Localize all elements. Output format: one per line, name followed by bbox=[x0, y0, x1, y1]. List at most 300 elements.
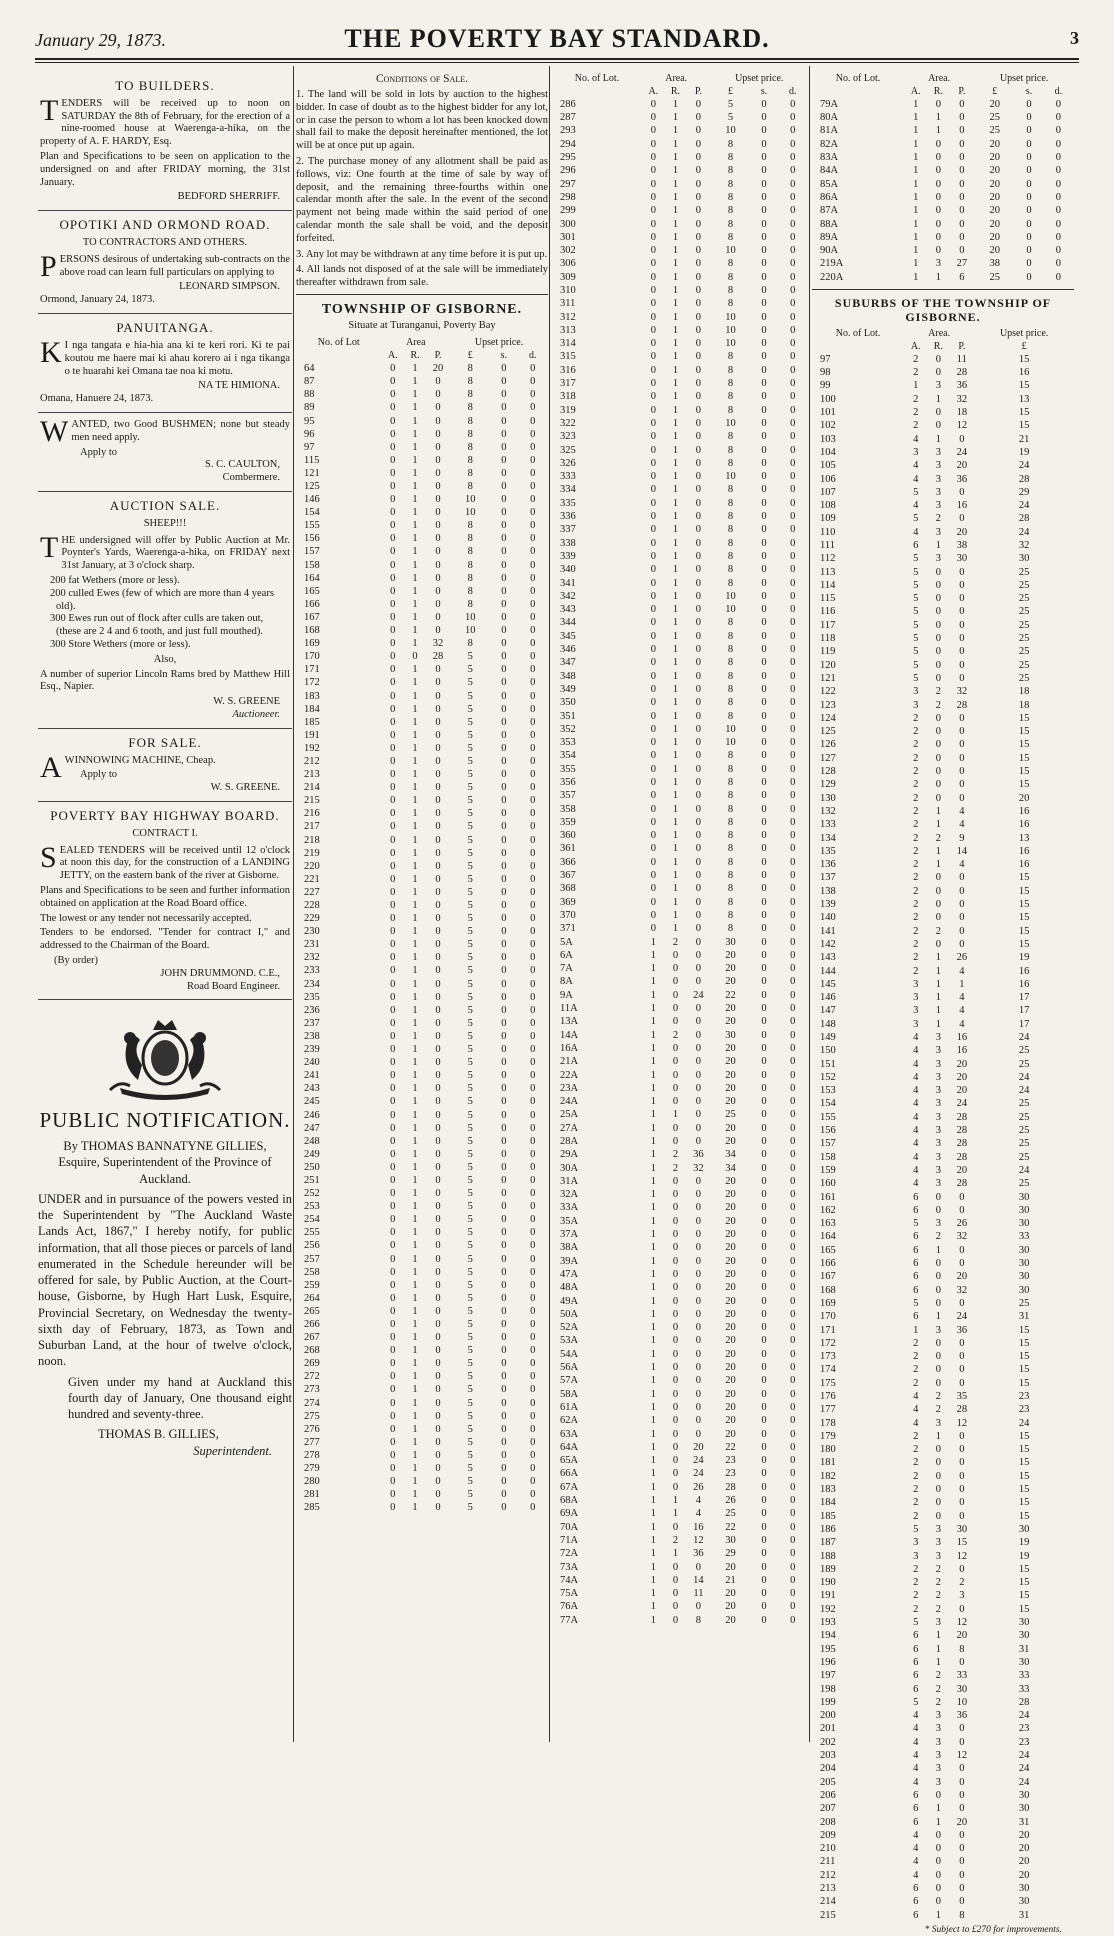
table-cell: 0 bbox=[935, 152, 941, 164]
table-cell: 20 bbox=[989, 205, 1000, 217]
table-cell: 0 bbox=[935, 1364, 941, 1376]
table-cell: 0 bbox=[695, 364, 702, 376]
lot-number: 221 bbox=[304, 873, 320, 885]
table-cell: 4 bbox=[913, 1071, 919, 1083]
table-cell: 2 bbox=[913, 1457, 919, 1469]
table-cell: 0 bbox=[1055, 165, 1062, 177]
table-row bbox=[812, 271, 1074, 284]
table-cell: 0 bbox=[501, 1135, 507, 1147]
lot-number: 171 bbox=[304, 664, 320, 676]
table-row bbox=[296, 1437, 548, 1450]
table-cell: 5 bbox=[913, 646, 919, 658]
lot-number: 310 bbox=[560, 285, 576, 296]
table-cell: 1 bbox=[935, 1630, 941, 1642]
township-lots-table bbox=[296, 337, 548, 1515]
table-row bbox=[812, 806, 1074, 819]
table-cell: 0 bbox=[530, 507, 536, 519]
table-cell: 3 bbox=[935, 1523, 941, 1535]
lot-number: 83A bbox=[820, 152, 839, 164]
table-cell: 32 bbox=[1018, 540, 1030, 551]
table-cell: 0 bbox=[1055, 218, 1062, 230]
table-cell: 5 bbox=[467, 1345, 473, 1357]
column-divider bbox=[293, 66, 294, 1742]
table-cell: 0 bbox=[650, 710, 656, 722]
table-row bbox=[552, 298, 808, 311]
table-cell: 0 bbox=[695, 524, 702, 536]
table-cell: 1 bbox=[650, 1003, 656, 1015]
table-row bbox=[812, 1670, 1074, 1683]
table-cell: 17 bbox=[1018, 992, 1030, 1004]
table-cell: 1 bbox=[412, 886, 418, 898]
table-cell: 5 bbox=[467, 860, 473, 872]
table-cell: 0 bbox=[390, 415, 396, 427]
table-cell: 5 bbox=[467, 1148, 473, 1160]
table-cell: 2 bbox=[913, 1351, 919, 1363]
lot-number: 176 bbox=[820, 1391, 836, 1402]
table-cell: 25 bbox=[725, 1508, 736, 1520]
table-cell: 0 bbox=[501, 834, 507, 846]
lot-number: 50A bbox=[560, 1308, 579, 1320]
lot-number: 257 bbox=[304, 1253, 320, 1265]
table-cell: 0 bbox=[672, 1255, 679, 1267]
table-cell: 5 bbox=[467, 1384, 473, 1396]
table-cell: 20 bbox=[1018, 1829, 1030, 1841]
table-cell: 0 bbox=[761, 737, 767, 749]
table-row bbox=[552, 737, 808, 750]
table-cell: 8 bbox=[467, 481, 473, 493]
table-cell: 20 bbox=[956, 1816, 968, 1828]
table-cell: 8 bbox=[727, 830, 734, 842]
table-cell: 5 bbox=[913, 619, 919, 631]
lot-number: 315 bbox=[560, 351, 576, 363]
table-cell: 0 bbox=[761, 1362, 767, 1374]
table-cell: 0 bbox=[790, 1189, 796, 1201]
table-cell: 2 bbox=[672, 1029, 679, 1041]
table-cell: 0 bbox=[390, 1371, 396, 1383]
notice-heading: PUBLIC NOTIFICATION. bbox=[39, 1108, 291, 1133]
table-cell: 2 bbox=[913, 1337, 919, 1349]
table-cell: 0 bbox=[935, 659, 941, 671]
header-a: A. bbox=[648, 85, 659, 97]
table-cell: 1 bbox=[672, 790, 679, 802]
table-cell: 0 bbox=[501, 651, 507, 663]
table-cell: 0 bbox=[530, 598, 536, 610]
table-cell: 0 bbox=[501, 389, 507, 401]
table-cell: 2 bbox=[913, 739, 919, 751]
table-row bbox=[812, 447, 1074, 460]
table-cell: 0 bbox=[761, 404, 767, 416]
table-cell: 0 bbox=[695, 298, 702, 310]
table-cell: 0 bbox=[650, 776, 656, 788]
table-row bbox=[296, 1227, 548, 1240]
table-row bbox=[812, 885, 1074, 898]
lot-number: 342 bbox=[560, 590, 576, 602]
table-cell: 1 bbox=[650, 949, 656, 961]
table-row bbox=[296, 887, 548, 900]
table-cell: 12 bbox=[693, 1534, 704, 1546]
lot-number: 121 bbox=[820, 672, 836, 684]
table-row bbox=[552, 644, 808, 657]
table-cell: 0 bbox=[435, 402, 441, 414]
table-cell: 0 bbox=[650, 883, 656, 895]
lot-number: 74A bbox=[560, 1574, 579, 1586]
table-cell: 0 bbox=[501, 598, 507, 610]
table-cell: 2 bbox=[913, 1470, 919, 1482]
table-cell: 3 bbox=[935, 1736, 941, 1748]
table-cell: 24 bbox=[1018, 1710, 1030, 1722]
table-row bbox=[552, 484, 808, 497]
table-cell: 4 bbox=[959, 1018, 965, 1030]
table-row bbox=[812, 380, 1074, 393]
table-cell: 23 bbox=[1018, 1404, 1030, 1416]
table-cell: 0 bbox=[501, 1253, 507, 1265]
lot-number: 298 bbox=[560, 191, 576, 203]
table-cell: 0 bbox=[761, 298, 767, 310]
table-cell: 8 bbox=[467, 363, 473, 375]
table-cell: 0 bbox=[790, 457, 796, 469]
table-cell: 5 bbox=[467, 1174, 473, 1186]
lot-number: 119 bbox=[820, 646, 836, 658]
table-cell: 0 bbox=[435, 389, 441, 401]
table-cell: 0 bbox=[695, 98, 702, 110]
table-row bbox=[812, 1484, 1074, 1497]
table-cell: 0 bbox=[761, 271, 767, 283]
table-cell: 15 bbox=[1018, 899, 1030, 911]
table-cell: 1 bbox=[412, 1476, 418, 1488]
table-cell: 0 bbox=[390, 1332, 396, 1344]
table-cell: 8 bbox=[467, 441, 473, 453]
table-cell: 8 bbox=[467, 533, 473, 545]
lot-number: 214 bbox=[820, 1896, 836, 1908]
table-cell: 0 bbox=[501, 1044, 507, 1056]
table-cell: 2 bbox=[913, 885, 919, 897]
lot-number: 157 bbox=[820, 1138, 836, 1150]
ad-dateline: Omana, Hanuere 24, 1873. bbox=[40, 393, 154, 405]
table-cell: 0 bbox=[672, 989, 679, 1001]
table-cell: 3 bbox=[935, 1723, 941, 1735]
table-cell: 0 bbox=[761, 1229, 767, 1241]
table-cell: 0 bbox=[390, 651, 396, 663]
table-cell: 8 bbox=[727, 165, 734, 177]
table-cell: 0 bbox=[435, 1083, 441, 1095]
table-cell: 0 bbox=[501, 926, 507, 938]
table-cell: 32 bbox=[956, 393, 968, 405]
table-cell: 0 bbox=[501, 1161, 507, 1173]
table-row bbox=[296, 1149, 548, 1162]
lot-number: 158 bbox=[820, 1151, 836, 1163]
table-cell: 0 bbox=[790, 1229, 796, 1241]
table-cell: 0 bbox=[935, 1856, 941, 1868]
table-cell: 1 bbox=[650, 1029, 656, 1041]
table-cell: 6 bbox=[913, 1643, 919, 1655]
table-cell: 6 bbox=[913, 1909, 919, 1921]
table-cell: 1 bbox=[412, 559, 418, 571]
table-cell: 0 bbox=[390, 1017, 396, 1029]
table-cell: 0 bbox=[435, 900, 441, 912]
table-cell: 1 bbox=[412, 376, 418, 388]
table-cell: 0 bbox=[1026, 125, 1032, 137]
lot-number: 160 bbox=[820, 1178, 836, 1190]
table-cell: 0 bbox=[390, 520, 396, 532]
table-row bbox=[296, 1136, 548, 1149]
table-row bbox=[812, 354, 1074, 367]
table-cell: 0 bbox=[650, 351, 656, 363]
auction-items bbox=[40, 575, 290, 652]
table-cell: 0 bbox=[530, 755, 536, 767]
table-row bbox=[296, 638, 548, 651]
header-s: s. bbox=[500, 350, 508, 362]
table-cell: 28 bbox=[1018, 1696, 1030, 1708]
table-cell: 0 bbox=[435, 1174, 441, 1186]
lot-number: 313 bbox=[560, 324, 576, 336]
table-cell: 1 bbox=[412, 441, 418, 453]
table-cell: 0 bbox=[761, 484, 767, 496]
table-cell: 5 bbox=[467, 1410, 473, 1422]
lot-number: 366 bbox=[560, 856, 576, 868]
table-cell: 0 bbox=[501, 1332, 507, 1344]
table-cell: 25 bbox=[1018, 606, 1030, 618]
table-cell: 5 bbox=[467, 1070, 473, 1082]
table-cell: 3 bbox=[935, 258, 941, 270]
table-cell: 0 bbox=[390, 546, 396, 558]
table-cell: 0 bbox=[935, 1869, 941, 1881]
table-cell: 17 bbox=[1018, 1005, 1030, 1017]
table-cell: 0 bbox=[650, 803, 656, 815]
table-cell: 0 bbox=[1055, 245, 1062, 257]
table-row bbox=[552, 165, 808, 178]
table-cell: 0 bbox=[695, 138, 702, 150]
lot-number: 355 bbox=[560, 763, 576, 775]
ad-signature: BEDFORD SHERRIFF. bbox=[177, 191, 280, 203]
ad-dateline: Ormond, January 24, 1873. bbox=[40, 294, 155, 306]
lot-number: 81A bbox=[820, 125, 839, 137]
lot-number: 219 bbox=[304, 847, 320, 859]
table-cell: 0 bbox=[959, 98, 965, 110]
table-cell: 0 bbox=[530, 467, 536, 479]
table-cell: 1 bbox=[412, 454, 418, 466]
table-cell: 0 bbox=[790, 125, 796, 137]
table-cell: 0 bbox=[650, 311, 656, 323]
lot-number: 197 bbox=[820, 1670, 836, 1682]
lot-number: 236 bbox=[304, 1004, 320, 1016]
table-cell: 0 bbox=[790, 1255, 796, 1267]
table-cell: 0 bbox=[390, 1449, 396, 1461]
table-cell: 0 bbox=[501, 585, 507, 597]
table-cell: 4 bbox=[913, 1391, 919, 1402]
table-cell: 20 bbox=[725, 1308, 736, 1320]
table-row bbox=[812, 1218, 1074, 1231]
table-row bbox=[552, 790, 808, 803]
table-cell: 8 bbox=[467, 415, 473, 427]
table-cell: 1 bbox=[672, 883, 679, 895]
table-cell: 0 bbox=[790, 896, 796, 908]
table-cell: 0 bbox=[790, 364, 796, 376]
table-cell: 2 bbox=[935, 832, 941, 844]
table-cell: 1 bbox=[412, 834, 418, 846]
table-cell: 0 bbox=[501, 1502, 507, 1514]
lot-number: 61A bbox=[560, 1401, 579, 1413]
table-cell: 1 bbox=[412, 782, 418, 794]
table-cell: 0 bbox=[790, 1029, 796, 1041]
table-row bbox=[296, 952, 548, 965]
lot-number: 185 bbox=[304, 716, 320, 728]
table-row bbox=[812, 859, 1074, 872]
table-row bbox=[552, 870, 808, 883]
table-cell: 0 bbox=[501, 664, 507, 676]
header-pound: £ bbox=[1021, 340, 1027, 352]
table-cell: 0 bbox=[650, 896, 656, 908]
table-cell: 1 bbox=[412, 1240, 418, 1252]
table-cell: 0 bbox=[390, 481, 396, 493]
table-cell: 0 bbox=[695, 670, 702, 682]
lot-number: 171 bbox=[820, 1324, 836, 1336]
table-row bbox=[812, 1896, 1074, 1909]
table-cell: 0 bbox=[530, 913, 536, 925]
table-cell: 0 bbox=[530, 494, 536, 506]
table-cell: 0 bbox=[530, 1489, 536, 1501]
table-cell: 0 bbox=[959, 178, 965, 190]
lot-number: 235 bbox=[304, 991, 320, 1003]
table-cell: 0 bbox=[390, 847, 396, 859]
table-cell: 0 bbox=[435, 376, 441, 388]
table-cell: 10 bbox=[725, 245, 736, 257]
table-row bbox=[812, 1577, 1074, 1590]
table-cell: 0 bbox=[959, 1563, 965, 1575]
table-cell: 0 bbox=[695, 1016, 702, 1028]
table-cell: 0 bbox=[935, 938, 941, 950]
table-cell: 10 bbox=[725, 338, 736, 350]
table-cell: 4 bbox=[913, 1058, 919, 1070]
table-cell: 0 bbox=[761, 1588, 767, 1600]
table-cell: 1 bbox=[672, 856, 679, 868]
table-cell: 0 bbox=[1026, 152, 1032, 164]
table-cell: 0 bbox=[695, 697, 702, 709]
table-cell: 0 bbox=[790, 1362, 796, 1374]
table-cell: 3 bbox=[935, 1324, 941, 1336]
table-cell: 20 bbox=[989, 138, 1000, 150]
table-cell: 0 bbox=[761, 1428, 767, 1440]
table-cell: 0 bbox=[761, 644, 767, 656]
table-cell: 0 bbox=[650, 218, 656, 230]
table-cell: 1 bbox=[672, 803, 679, 815]
table-row bbox=[812, 1178, 1074, 1191]
lot-number: 76A bbox=[560, 1601, 579, 1613]
table-cell: 8 bbox=[727, 457, 734, 469]
table-row bbox=[296, 481, 548, 494]
table-row bbox=[296, 376, 548, 389]
table-cell: 15 bbox=[1018, 712, 1030, 724]
table-cell: 4 bbox=[959, 859, 965, 871]
table-cell: 0 bbox=[530, 1148, 536, 1160]
table-cell: 0 bbox=[790, 1003, 796, 1015]
lot-number: 201 bbox=[820, 1723, 836, 1735]
table-cell: 0 bbox=[390, 978, 396, 990]
lot-number: 369 bbox=[560, 896, 576, 908]
lot-number: 191 bbox=[820, 1590, 836, 1602]
table-cell: 0 bbox=[650, 511, 656, 523]
table-cell: 0 bbox=[695, 896, 702, 908]
ad-body: TENDERS will be received up to noon on SATURDAY the 8th of February, for the erection of a nine-roomed house at Waerenga-a-hika, on the property of A. F. HARDY, Esq. bbox=[40, 93, 290, 148]
table-cell: 0 bbox=[672, 1455, 679, 1467]
table-cell: 28 bbox=[1018, 513, 1030, 525]
lot-number: 8A bbox=[560, 976, 573, 988]
table-row bbox=[296, 1096, 548, 1109]
table-cell: 0 bbox=[695, 1255, 702, 1267]
table-cell: 20 bbox=[989, 152, 1000, 164]
table-cell: 0 bbox=[501, 467, 507, 479]
table-cell: 1 bbox=[935, 1311, 941, 1323]
table-cell: 0 bbox=[761, 1096, 767, 1108]
table-row bbox=[552, 1442, 808, 1455]
table-cell: 5 bbox=[913, 672, 919, 684]
table-cell: 8 bbox=[467, 454, 473, 466]
table-cell: 0 bbox=[935, 593, 941, 605]
table-cell: 0 bbox=[390, 729, 396, 741]
table-cell: 8 bbox=[727, 351, 734, 363]
lot-number: 153 bbox=[820, 1085, 836, 1097]
table-cell: 1 bbox=[935, 992, 941, 1004]
table-cell: 28 bbox=[956, 367, 968, 379]
ad-for-sale bbox=[38, 729, 292, 802]
table-cell: 0 bbox=[790, 311, 796, 323]
lot-number: 371 bbox=[560, 923, 576, 935]
table-cell: 24 bbox=[1018, 1776, 1030, 1788]
table-cell: 0 bbox=[435, 428, 441, 440]
table-row bbox=[812, 367, 1074, 380]
table-row bbox=[812, 580, 1074, 593]
lot-number: 202 bbox=[820, 1736, 836, 1748]
table-cell: 0 bbox=[761, 1056, 767, 1068]
table-cell: 0 bbox=[695, 776, 702, 788]
table-row bbox=[552, 817, 808, 830]
table-row bbox=[812, 460, 1074, 473]
table-cell: 0 bbox=[761, 590, 767, 602]
table-row bbox=[812, 1417, 1074, 1430]
table-cell: 0 bbox=[695, 431, 702, 443]
table-cell: 1 bbox=[412, 1279, 418, 1291]
table-cell: 5 bbox=[467, 1161, 473, 1173]
lot-number: 279 bbox=[304, 1463, 320, 1475]
table-cell: 0 bbox=[790, 1162, 796, 1174]
table-cell: 0 bbox=[435, 677, 441, 689]
lot-number: 267 bbox=[304, 1332, 320, 1344]
table-cell: 3 bbox=[935, 1125, 941, 1137]
table-cell: 20 bbox=[725, 1348, 736, 1360]
table-cell: 0 bbox=[390, 1397, 396, 1409]
table-row bbox=[552, 1229, 808, 1242]
table-cell: 15 bbox=[1018, 1430, 1030, 1442]
table-row bbox=[296, 913, 548, 926]
table-cell: 1 bbox=[913, 165, 919, 177]
table-cell: 0 bbox=[695, 1282, 702, 1294]
table-cell: 25 bbox=[989, 125, 1000, 137]
table-cell: 4 bbox=[913, 1869, 919, 1881]
table-cell: 0 bbox=[790, 989, 796, 1001]
lot-number: 118 bbox=[820, 633, 836, 645]
table-cell: 6 bbox=[959, 271, 965, 283]
table-row bbox=[552, 1202, 808, 1215]
table-cell: 1 bbox=[412, 1305, 418, 1317]
table-cell: 3 bbox=[935, 460, 941, 472]
table-cell: 8 bbox=[467, 638, 473, 650]
table-cell: 30 bbox=[725, 1534, 736, 1546]
lot-number: 343 bbox=[560, 604, 576, 616]
table-row bbox=[552, 577, 808, 590]
table-row bbox=[552, 1575, 808, 1588]
lot-number: 192 bbox=[820, 1603, 836, 1615]
lot-number: 350 bbox=[560, 697, 576, 709]
header-d: d. bbox=[1054, 85, 1063, 97]
